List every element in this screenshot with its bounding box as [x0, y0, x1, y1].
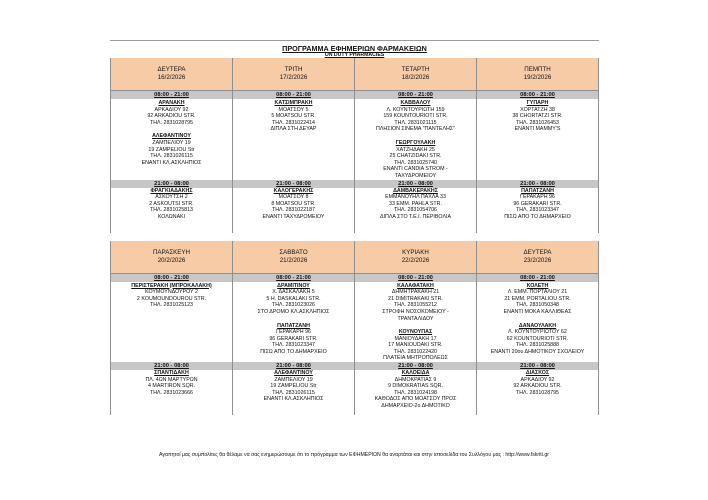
- pharmacy-detail-line: 2 ASKOUTSI STR.: [149, 200, 194, 207]
- day-name: ΤΡΙΤΗ: [284, 66, 303, 73]
- block-spacer: [110, 233, 599, 241]
- pharmacy-name: ΓΕΩΡΓΟΥΛΑΚΗ: [395, 139, 436, 146]
- day-header: [477, 241, 598, 274]
- day-header: [355, 241, 476, 274]
- pharmacy-detail-line: ΤΗΛ. 2831025888: [515, 342, 559, 349]
- pharmacy-detail-line: ΤΗΛ. 2831023347: [515, 207, 559, 214]
- day-header: [477, 58, 598, 91]
- day-name: ΔΕΥΤΕΡΑ: [523, 248, 552, 256]
- pharmacy-detail-line: 4 MARTIRON SQR.: [148, 383, 195, 390]
- pharmacy-detail-line: ΤΗΛ. 2831054706: [393, 207, 437, 214]
- pharmacy-detail-line: 5 H. DASKALAKI STR.: [266, 295, 321, 302]
- pharmacy-detail-line: ΕΝΑΝΤΙ ΚΛ.ΑΣΚΛΗΠΙΟΣ: [263, 396, 324, 403]
- day-header: [111, 58, 232, 91]
- day-shift-bar: 08:00 - 21:00: [477, 91, 598, 99]
- pharmacy-detail-line: ΕΝΑΝΤΙ ΚΛ.ΑΣΚΛΗΠΙΟΣ: [141, 159, 202, 166]
- pharmacy-entry: [111, 370, 232, 396]
- pharmacy-detail-line: 96 GERAKARI STR.: [269, 335, 318, 342]
- pharmacy-detail-line: ΤΗΛ. 2831023026: [271, 302, 315, 309]
- pharmacy-name: ΔΑΜΒΑΚΕΡΑΚΗΣ: [393, 187, 438, 194]
- footer-note: Αγαπητοί μας συμπολίτες θα θέλαμε να σας ενημερώσουμε ότι το πρόγραμμα των ΕΦΗΜΕΡΙΩΝ θα αναρτάται και στην ιστοσελίδα του Συλλόγου μας : http://www.fskriti.gr: [159, 452, 549, 458]
- day-name: ΣΑΒΒΑΤΟ: [279, 248, 308, 256]
- pharmacy-entry: [477, 323, 598, 356]
- pharmacy-detail-line: ΤΗΛ. 2831028795: [515, 389, 559, 396]
- pharmacy-detail-line: ΤΗΛ. 2831025740: [393, 159, 437, 166]
- pharmacy-detail-line: ΔΗΜΑΡΧΕΙΟ-2ο ΔΗΜΟΤΙΚΟ: [381, 403, 450, 410]
- pharmacy-entry: [355, 329, 476, 362]
- pharmacy-name: ΠΑΠΑΤΖΑΝΗ: [521, 187, 554, 194]
- day-column: [355, 58, 477, 233]
- pharmacy-detail-line: ΚΟΛΩΝΑΚΙ: [157, 213, 186, 220]
- day-shift-bar: 08:00 - 21:00: [111, 274, 232, 282]
- day-name: ΚΥΡΙΑΚΗ: [402, 248, 429, 256]
- pharmacy-entry: [477, 370, 598, 396]
- pharmacy-entry: [111, 283, 232, 309]
- pharmacy-entry: [233, 283, 354, 316]
- day-shift-bar: 08:00 - 21:00: [233, 274, 354, 282]
- pharmacy-entry: [233, 100, 354, 133]
- night-shift-bar: 21:00 - 08:00: [111, 180, 232, 188]
- pharmacy-name: ΑΡΑΝΑΚΗ: [158, 100, 185, 106]
- pharmacy-name: ΚΟΥΝΟΥΠΑΣ: [398, 329, 433, 336]
- pharmacy-detail-line: ΤΗΛ. 2831055212: [393, 302, 437, 309]
- day-header: [355, 58, 476, 91]
- night-shift-pharmacies: [233, 370, 354, 415]
- pharmacy-detail-line: 25 CHATZIDAKI STR.: [389, 153, 442, 160]
- day-date: 20/2/2026: [157, 256, 186, 264]
- pharmacy-detail-line: 33 EMM. PAHLA STR.: [389, 200, 442, 207]
- day-shift-pharmacies: [111, 99, 232, 180]
- pharmacy-detail-line: ΚΑΘΟΔΟΣ ΑΠΟ ΜΟΑΤΣΟΥ ΠΡΟΣ: [374, 396, 457, 403]
- pharmacy-detail-line: ΕΝΑΝΤΙ 20ου ΔΗΜΟΤΙΚΟΥ ΣΧΟΛΕΙΟΥ: [490, 348, 585, 355]
- day-column: [111, 58, 233, 233]
- pharmacy-detail-line: ΧΟΡΤΑΤΖΗ 38: [520, 106, 555, 113]
- pharmacy-detail-line: ΣΤΡΟΦΗ ΝΟΣΟΚΟΜΕΙΟΥ -: [382, 308, 449, 315]
- pharmacy-entry: [111, 100, 232, 126]
- night-shift-bar: 21:00 - 08:00: [233, 180, 354, 188]
- pharmacy-name: ΑΛΕΦΑΝΤΙΝΟΥ: [274, 370, 313, 377]
- pharmacy-entry: [477, 283, 598, 316]
- night-shift-pharmacies: [111, 370, 232, 415]
- pharmacy-detail-line: ΤΗΛ. 2831026115: [272, 389, 315, 396]
- day-shift-bar: 08:00 - 21:00: [477, 274, 598, 282]
- pharmacy-detail-line: 159 KOUNTOURIOTI STR.: [383, 113, 448, 120]
- day-shift-pharmacies: [477, 99, 598, 180]
- pharmacy-name: ΔΙΑΣΚΟΣ: [525, 370, 550, 377]
- night-shift-pharmacies: [111, 188, 232, 233]
- pharmacy-entry: [355, 188, 476, 221]
- pharmacy-detail-line: ΔΗΜΟΚΡΑΤΙΑΣ 9: [394, 376, 437, 383]
- pharmacy-detail-line: Λ. ΚΟΥΝΤΟΥΡΙΩΤΟΥ 62: [508, 329, 567, 336]
- pharmacy-detail-line: ΖΑΜΠΕΛΙΟΥ 19: [274, 376, 313, 383]
- pharmacy-detail-line: ΤΗΛ. 2831025123: [149, 302, 193, 309]
- pharmacy-detail-line: ΕΝΑΝΤΙ MAMMY'S: [514, 126, 561, 133]
- pharmacy-detail-line: Λ. ΚΟΥΝΤΟΥΡΙΩΤΗ 159: [386, 106, 445, 113]
- pharmacy-detail-line: ΤΗΛ. 2831021115: [394, 119, 437, 126]
- pharmacy-name: ΠΕΡΙΣΤΕΡΑΚΗ (ΜΠΡΟΚΑΛΑΚΗ): [131, 282, 212, 289]
- pharmacy-detail-line: ΜΑΝΙΟΥΔΑΚΗ 17: [394, 335, 437, 342]
- pharmacy-name: ΚΑΛΟΕΙΔΑ: [401, 370, 430, 377]
- pharmacy-detail-line: ΠΙΣΩ ΑΠΟ ΤΟ ΔΗΜΑΡΧΕΙΟ: [504, 213, 571, 220]
- pharmacy-detail-line: 19 ZAMPELIOU Str: [148, 146, 195, 153]
- day-name: ΠΕΜΠΤΗ: [524, 66, 551, 73]
- pharmacy-detail-line: 38 CHORTATZI STR.: [512, 113, 563, 120]
- pharmacy-detail-line: ΕΜΜΑΝΟΥΗΛ ΠΑΧΛΑ 33: [385, 194, 446, 201]
- pharmacy-detail-line: 5 MOATSOU STR.: [271, 113, 316, 120]
- pharmacy-entry: [477, 188, 598, 221]
- pharmacy-detail-line: 9 DIMOKRATIAS SQR.: [388, 383, 443, 390]
- day-column: [111, 241, 233, 416]
- night-shift-pharmacies: [477, 188, 598, 233]
- pharmacy-name: ΚΑΛΑΦΑΤΑΚΗ: [397, 282, 434, 289]
- week-block: [110, 58, 599, 233]
- pharmacy-detail-line: 21 DIMITRAKAKI STR.: [388, 295, 443, 302]
- day-date: 18/2/2026: [401, 74, 430, 81]
- day-date: 23/2/2026: [523, 256, 552, 264]
- pharmacy-detail-line: ΑΡΚΑΔΙΟΥ 92: [520, 376, 555, 383]
- day-shift-bar: 08:00 - 21:00: [111, 91, 232, 99]
- night-shift-pharmacies: [355, 188, 476, 233]
- pharmacy-detail-line: ΤΗΛ. 2831023347: [271, 342, 315, 349]
- day-column: [477, 58, 599, 233]
- day-header: [233, 58, 354, 91]
- pharmacy-name: ΦΡΑΓΚΙΑΔΑΚΗΣ: [150, 187, 193, 194]
- day-name: ΔΕΥΤΕΡΑ: [157, 66, 186, 73]
- pharmacy-detail-line: ΚΟΥΜΟΥΝΔΟΥΡΟΥ 2: [145, 289, 198, 296]
- pharmacy-name: ΑΛΕΦΑΝΤΙΝΟΥ: [152, 133, 191, 140]
- pharmacy-detail-line: Λ. ΕΜΜ. ΠΟΡΤΑΛΙΟΥ 21: [507, 289, 568, 296]
- pharmacy-detail-line: 62 KOUNTOURIOTI STR.: [506, 335, 569, 342]
- night-shift-pharmacies: [477, 370, 598, 415]
- day-column: [355, 241, 477, 416]
- pharmacy-detail-line: 92 ARKADIOU STR.: [513, 383, 562, 390]
- night-shift-bar: 21:00 - 08:00: [477, 180, 598, 188]
- pharmacy-detail-line: 17 MANIOUDAKI STR.: [388, 342, 443, 349]
- pharmacy-detail-line: ΖΑΜΠΕΛΙΟΥ 19: [152, 139, 191, 146]
- week-block: [110, 241, 599, 416]
- pharmacy-detail-line: ΤΗΛ. 2831028795: [149, 119, 193, 126]
- duty-schedule-sheet: [110, 40, 599, 445]
- day-date: 22/2/2026: [401, 256, 430, 264]
- pharmacy-detail-line: Χ. ΔΑΣΚΑΛΑΚΗ 5: [272, 289, 315, 296]
- pharmacy-detail-line: ΔΙΠΛΑ ΣΤΗ ΔΕΥΑΡ: [270, 126, 317, 133]
- day-date: 19/2/2026: [523, 74, 552, 81]
- pharmacy-detail-line: ΣΤΟ ΔΡΟΜΟ ΚΛ.ΑΣΚΛΗΠΙΟΣ: [257, 308, 330, 315]
- pharmacy-entry: [111, 133, 232, 166]
- pharmacy-name: ΔΡΑΜΙΤΙΝΟΥ: [277, 282, 310, 289]
- day-shift-bar: 08:00 - 21:00: [355, 91, 476, 99]
- pharmacy-entry: [111, 188, 232, 221]
- pharmacy-detail-line: ΤΗΛ. 2831022414: [271, 119, 315, 126]
- pharmacy-detail-line: ΑΡΚΑΔΙΟΥ 92: [154, 106, 189, 113]
- day-column: [233, 58, 355, 233]
- pharmacy-name: ΣΠΑΝΤΙΔΑΚΗ: [154, 370, 189, 377]
- night-shift-pharmacies: [355, 370, 476, 415]
- night-shift-bar: 21:00 - 08:00: [355, 362, 476, 370]
- night-shift-bar: 21:00 - 08:00: [355, 180, 476, 188]
- pharmacy-detail-line: ΕΝΑΝΤΙ ΜΟΚΑ ΚΑΛΛΙΘΕΑΣ: [503, 308, 572, 315]
- pharmacy-detail-line: ΤΗΛ. 2831050348: [515, 302, 559, 309]
- schedule-subtitle: ON DUTY PHARMACIES: [324, 52, 385, 58]
- pharmacy-detail-line: ΜΟΑΤΣΟΥ 8: [278, 194, 309, 201]
- pharmacy-detail-line: ΑΣΚΟΥΤΣΗ 2: [155, 194, 188, 201]
- pharmacy-detail-line: ΜΟΑΤΣΟΥ 5: [278, 106, 309, 113]
- pharmacy-entry: [355, 370, 476, 410]
- pharmacy-detail-line: ΤΗΛ. 2831026453: [515, 119, 559, 126]
- pharmacy-detail-line: ΠΛ. 4ΩΝ ΜΑΡΤΥΡΩΝ: [145, 376, 198, 383]
- pharmacy-detail-line: ΠΛΑΤΕΙΑ ΜΗΤΡΟΠΟΛΕΩΣ: [383, 355, 448, 362]
- day-shift-pharmacies: [233, 282, 354, 363]
- pharmacy-detail-line: ΠΛΗΣΙΟΝ ΣΙΝΕΜΑ "ΠΑΝΤΕΛΗΣ": [376, 126, 455, 133]
- pharmacy-detail-line: ΕΝΑΝΤΙ CANDIA STROM -: [383, 166, 448, 173]
- day-shift-pharmacies: [355, 99, 476, 180]
- pharmacy-detail-line: ΤΗΛ. 2831025813: [149, 207, 193, 214]
- pharmacy-name: ΚΑΒΒΑΛΟΥ: [400, 100, 431, 106]
- pharmacy-detail-line: 8 MOATSOU STR.: [271, 200, 316, 207]
- pharmacy-detail-line: 96 GERAKARI STR.: [513, 200, 562, 207]
- pharmacy-name: ΔΑΝΑΟΥΛΑΚΗ: [518, 322, 557, 329]
- day-shift-bar: 08:00 - 21:00: [355, 274, 476, 282]
- pharmacy-detail-line: ΕΝΑΝΤΙ ΤΑΧΥΔΡΟΜΕΙΟΥ: [262, 213, 325, 220]
- pharmacy-entry: [233, 188, 354, 221]
- pharmacy-detail-line: ΔΗΜΗΤΡΑΚΑΚΗ 21: [391, 289, 440, 296]
- pharmacy-entry: [233, 370, 354, 403]
- day-date: 16/2/2026: [157, 74, 186, 81]
- pharmacy-name: ΓΥΠΑΡΗ: [526, 100, 549, 106]
- pharmacy-entry: [355, 140, 476, 180]
- day-shift-bar: 08:00 - 21:00: [233, 91, 354, 99]
- pharmacy-detail-line: 92 ARKADIOU STR.: [147, 113, 196, 120]
- pharmacy-detail-line: ΠΙΣΩ ΑΠΟ ΤΟ ΔΗΜΑΡΧΕΙΟ: [260, 348, 327, 355]
- pharmacy-detail-line: ΧΑΤΖΗΔΑΚΗ 25: [396, 146, 435, 153]
- day-column: [477, 241, 599, 416]
- schedule-title: ΠΡΟΓΡΑΜΜΑ ΕΦΗΜΕΡΙΩΝ ΦΑΡΜΑΚΕΙΩΝ: [282, 44, 427, 53]
- day-header: [111, 241, 232, 274]
- day-name: ΠΑΡΑΣΚΕΥΗ: [152, 248, 191, 256]
- day-column: [233, 241, 355, 416]
- pharmacy-detail-line: ΓΕΡΑΚΑΡΗ 96: [520, 194, 555, 201]
- day-shift-pharmacies: [233, 99, 354, 180]
- pharmacy-name: ΠΑΠΑΤΖΑΝΗ: [277, 322, 310, 329]
- night-shift-bar: 21:00 - 08:00: [477, 362, 598, 370]
- pharmacy-detail-line: ΤΗΛ. 2831026115: [150, 153, 193, 160]
- day-header: [233, 241, 354, 274]
- pharmacy-name: ΚΟΛΕΤΗ: [526, 282, 549, 289]
- day-name: ΤΕΤΑΡΤΗ: [401, 66, 430, 73]
- pharmacy-detail-line: ΔΙΠΛΑ ΣΤΟ Τ.Ε.Ι. ΠΕΡΙΒΟΛΙΑ: [379, 213, 451, 220]
- pharmacy-detail-line: ΤΗΛ. 2831022187: [271, 207, 315, 214]
- night-shift-bar: 21:00 - 08:00: [111, 362, 232, 370]
- pharmacy-detail-line: ΤΑΧΥΔΡΟΜΕΙΟΥ: [394, 172, 437, 179]
- pharmacy-entry: [477, 100, 598, 133]
- day-shift-pharmacies: [111, 282, 232, 363]
- night-shift-pharmacies: [233, 188, 354, 233]
- pharmacy-entry: [233, 323, 354, 356]
- pharmacy-entry: [355, 100, 476, 133]
- pharmacy-detail-line: 2 KOUMOUNDOUROU STR.: [136, 295, 207, 302]
- day-date: 21/2/2026: [279, 256, 308, 264]
- day-shift-pharmacies: [477, 282, 598, 363]
- day-date: 17/2/2026: [279, 74, 308, 81]
- pharmacy-detail-line: 21 EMM. PORTALIOU STR.: [504, 295, 571, 302]
- pharmacy-detail-line: 19 ZAMPELIOU Str: [270, 383, 317, 390]
- schedule-blocks: [110, 58, 599, 415]
- pharmacy-entry: [355, 283, 476, 323]
- pharmacy-detail-line: ΤΗΛ. 2831022420: [393, 348, 437, 355]
- pharmacy-name: ΚΑΤΣΙΜΠΡΑΚΗ: [274, 100, 313, 106]
- pharmacy-detail-line: ΤΡΑΝΤΑΛΙΔΟΥ: [397, 315, 434, 322]
- pharmacy-detail-line: ΤΗΛ. 2831023666: [149, 389, 193, 396]
- pharmacy-detail-line: ΓΕΡΑΚΑΡΗ 96: [276, 329, 311, 336]
- pharmacy-detail-line: ΤΗΛ. 2831024198: [393, 389, 437, 396]
- pharmacy-name: ΚΑΛΟΓΕΡΑΚΗΣ: [273, 187, 314, 194]
- night-shift-bar: 21:00 - 08:00: [233, 362, 354, 370]
- day-shift-pharmacies: [355, 282, 476, 363]
